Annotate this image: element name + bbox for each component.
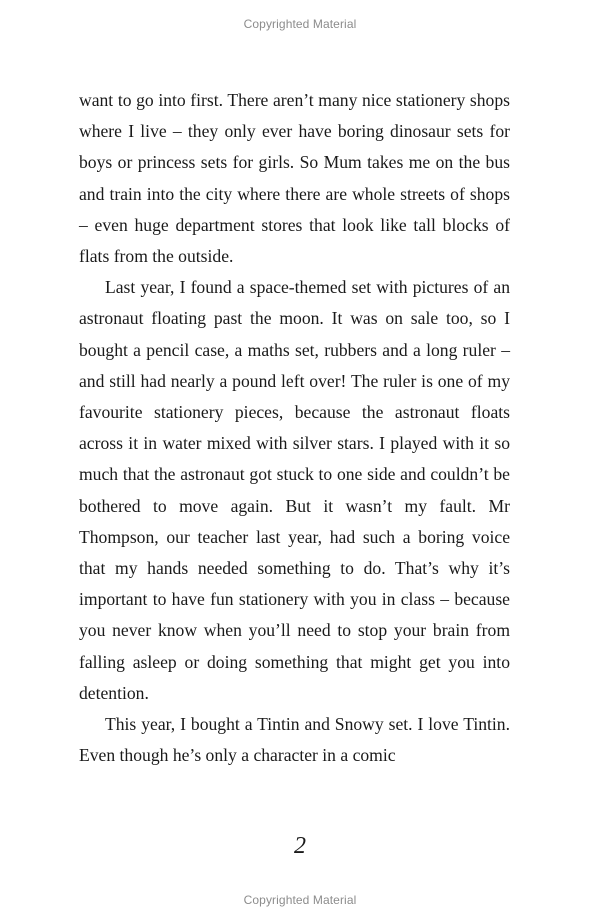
paragraph-2: Last year, I found a space-themed set with pictures of an astronaut floating past the moon. It was on sale too, so I bought a pencil case, a maths set, rubbers and a long ruler – and still had nearly a pound left over! The ruler is one of my favourite stationery pieces, because the astronaut floats across it in water mixed with silver stars. I played with it so much that the astronaut got stuck to one side and couldn’t be bothered to move again. But it wasn’t my fault. Mr Thompson, our teacher last year, had such a boring voice that my hands needed something to do. That’s why it’s important to have fun stationery with you in class – because you never know when you’ll need to stop your brain from falling asleep or doing something that might get you into detention. bbox=[79, 277, 510, 703]
copyright-watermark-top: Copyrighted Material bbox=[243, 17, 357, 31]
paragraph-1: want to go into first. There aren’t many nice stationery shops where I live – they only ever have boring dinosaur sets for boys or princess sets for girls. So Mum takes me on the bus and train into the city where there are whole streets of shops – even huge department stores that look like tall blocks of flats from the outside. bbox=[79, 90, 510, 267]
paragraph-3: This year, I bought a Tintin and Snowy set. I love Tintin. Even though he’s only a character in a comic bbox=[79, 714, 510, 766]
page-body bbox=[79, 85, 510, 771]
copyright-watermark-bottom: Copyrighted Material bbox=[243, 893, 357, 907]
page-number: 2 bbox=[294, 833, 306, 859]
